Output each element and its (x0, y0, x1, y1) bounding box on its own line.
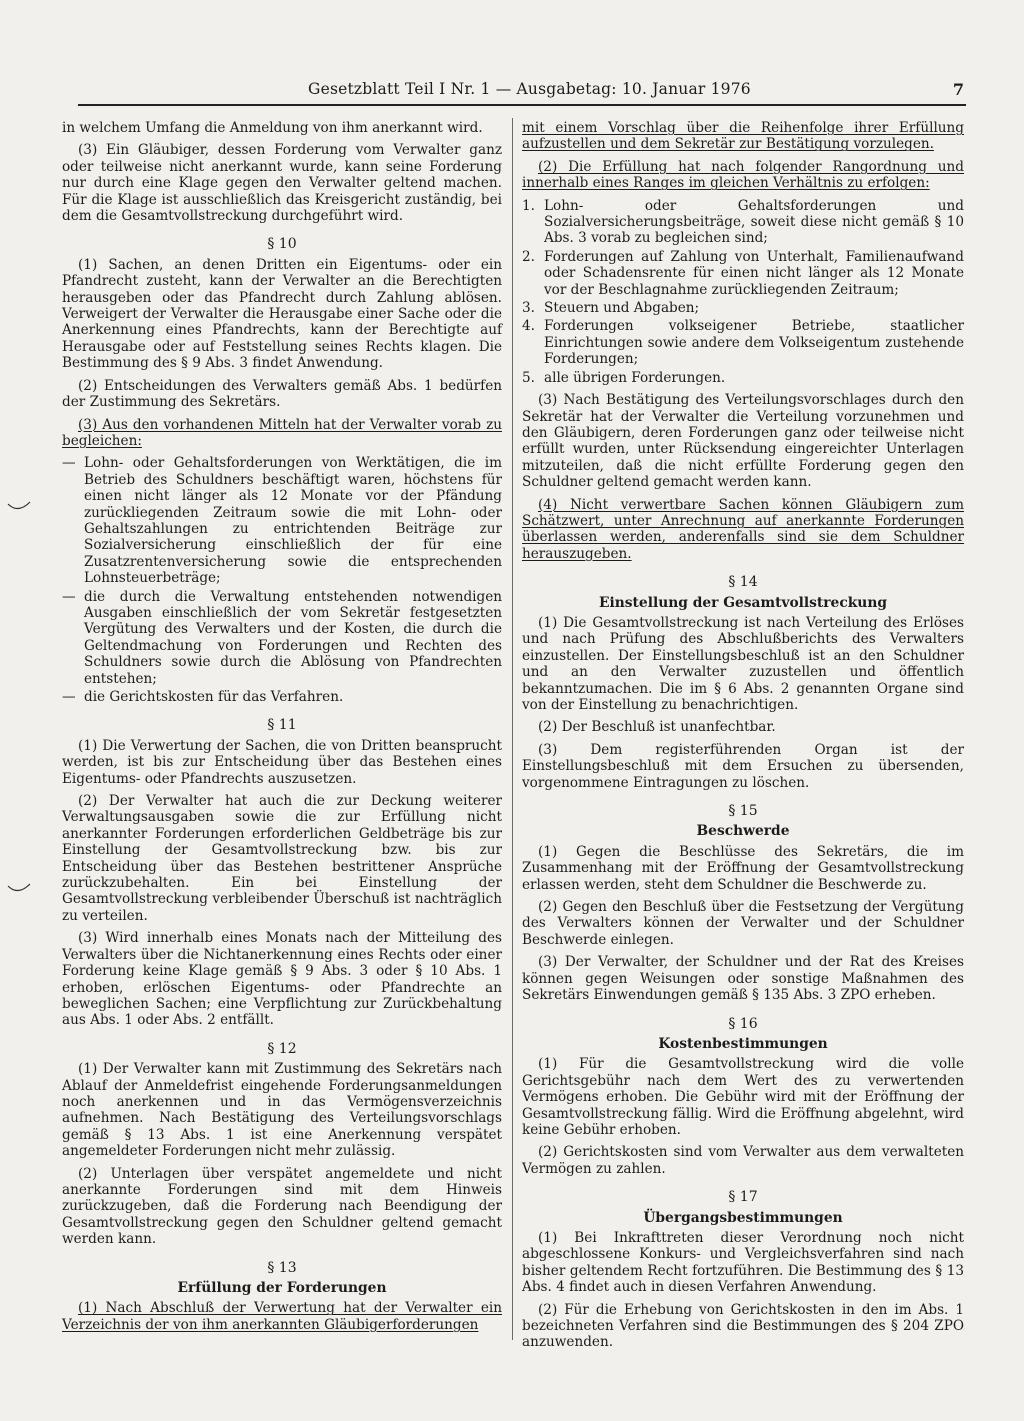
continued-paragraph: in welchem Umfang die Anmeldung von ihm anerkannt wird. (62, 120, 483, 136)
paragraph: (1) Für die Gesamtvollstreckung wird die volle Gerichtsgebühr nach dem Wert des zu verwertenden Vermögens erhoben. Die Gebühr wird mit der Eröffnung der Gesamtvollstreckung fällig. Wird die Eröffnung abgelehnt, wird keine Gebühr erhoben. (522, 1056, 964, 1138)
list-item: 1. Lohn- oder Gehaltsforderungen und Sozialversicherungsbeiträge, soweit diese nicht gemäß § 10 Abs. 3 vorab zu begleichen sind; (522, 197, 964, 247)
paragraph: (1) Bei Inkrafttreten dieser Verordnung noch nicht abgeschlossene Konkurs- und Vergleichsverfahren sind nach bisher geltendem Recht fortzuführen. Die Bestimmung des § 13 Abs. 4 findet auch in diesen Verfahren Anwendung. (522, 1229, 964, 1296)
paragraph-underlined: (1) Nach Abschluß der Verwertung hat der Verwalter ein Verzeichnis der von ihm anerkannten Gläubigerforderungen (62, 1300, 502, 1333)
right-column (522, 120, 964, 1351)
paragraph: (3) Wird innerhalb eines Monats nach der Mitteilung des Verwalters über die Nichtanerkennung eines Rechts oder einer Forderung keine Klage gemäß § 9 Abs. 3 oder § 10 Abs. 1 erhoben, erlöschen Eigentums- oder Pfandrechte an beweglichen Sachen; eine Verpflichtung zur Zurückbehaltung aus Abs. 1 oder Abs. 2 entfällt. (62, 930, 502, 1029)
section-heading: § 16 (728, 1015, 758, 1032)
list-item: — die durch die Verwaltung entstehenden notwendigen Ausgaben einschließlich der vom Sekretär festgesetzten Vergütung des Verwalters und der Kosten, die durch die Geltendmachung von Forderungen und Rechten des Schuldners sowie durch die Ablösung von Pfandrechten entstehen; (62, 588, 502, 687)
paragraph-underlined: (3) Aus den vorhandenen Mitteln hat der Verwalter vorab zu begleichen: (62, 416, 502, 449)
paragraph: (1) Sachen, an denen Dritten ein Eigentums- oder ein Pfandrecht zusteht, kann der Verwalter an die Berechtigten herausgeben oder das Pfandrecht durch Zahlung ablösen. Verweigert der Verwalter die Herausgabe einer Sache oder die Anerkennung eines Pfandrechts, kann der Berechtigte auf Herausgabe oder auf Feststellung seines Rechts klagen. Die Bestimmung des § 9 Abs. 3 findet Anwendung. (62, 256, 502, 372)
paragraph: (3) Der Verwalter, der Schuldner und der Rat des Kreises können gegen Weisungen oder sonstige Maßnahmen des Sekretärs Einwendungen gemäß § 135 Abs. 3 ZPO erheben. (522, 954, 964, 1004)
header-title: Gesetzblatt Teil I Nr. 1 — Ausgabetag: 10. Januar 1976 (308, 80, 751, 98)
paragraph: (2) Gegen den Beschluß über die Festsetzung der Vergütung des Verwalters können der Verwalter und der Schuldner Beschwerde einlegen. (522, 899, 964, 948)
ranking-list (522, 198, 964, 386)
section-title: Einstellung der Gesamtvollstreckung (599, 594, 887, 611)
paragraph: (2) Der Verwalter hat auch die zur Deckung weiterer Verwaltungsausgaben sowie die zur Erfüllung nicht anerkannter Forderungen erforderlichen Geldbeträge bis zur Einstellung der Gesamtvollstreckung bzw. bis zur Entscheidung über das Bestehen bestrittener Ansprüche zurückzubehalten. Ein bei Einstellung der Gesamtvollstreckung verbleibender Überschuß ist nachträglich zu verteilen. (62, 793, 502, 924)
paragraph: (3) Nach Bestätigung des Verteilungsvorschlages durch den Sekretär hat der Verwalter die Verteilung vorzunehmen und den Gläubigern, deren Forderungen ganz oder teilweise nicht erfüllt wurden, unter Rücksendung eingereichter Unterlagen mitzuteilen, daß die nicht erfüllte Forderung gegen den Schuldner geltend gemacht werden kann. (522, 392, 964, 491)
list-item: 2. Forderungen auf Zahlung von Unterhalt, Familienaufwand oder Schadensrente für einen nicht länger als 12 Monate vor der Beschlagnahme zurückliegenden Zeitraum; (522, 248, 964, 298)
list-item: 3. Steuern und Abgaben; (522, 300, 700, 317)
paragraph: (2) Gerichtskosten sind vom Verwalter aus dem verwalteten Vermögen zu zahlen. (522, 1144, 964, 1177)
list-item: — die Gerichtskosten für das Verfahren. (62, 689, 344, 705)
section-heading: § 12 (267, 1040, 297, 1057)
section-heading: § 10 (267, 236, 297, 253)
section-title: Erfüllung der Forderungen (177, 1280, 387, 1296)
section-heading: § 17 (728, 1189, 758, 1206)
continued-paragraph-underlined: mit einem Vorschlag über die Reihenfolge ihrer Erfüllung aufzustellen und dem Sekretär zur Bestätigung vorzulegen. (522, 120, 964, 153)
paragraph: (3) Dem registerführenden Organ ist der Einstellungsbeschluß mit dem Ersuchen zu übersenden, vorgenommene Eintragungen zu löschen. (522, 741, 964, 791)
left-column (62, 120, 502, 1340)
paragraph: (3) Ein Gläubiger, dessen Forderung vom Verwalter ganz oder teilweise nicht anerkannt wurde, kann seine Forderung nur durch eine Klage gegen den Verwalter geltend machen. Für die Klage ist ausschließlich das Kreisgericht zuständig, bei dem die Gesamtvollstreckung durchgeführt wird. (62, 142, 502, 225)
pencil-check-mark-icon (6, 498, 32, 516)
section-heading: § 13 (267, 1259, 297, 1276)
paragraph: (1) Die Gesamtvollstreckung ist nach Verteilung des Erlöses und nach Prüfung des Abschlußberichts des Verwalters einzustellen. Der Einstellungsbeschluß ist an den Schuldner und an den Verwalter zuzustellen und öffentlich bekanntzumachen. Die im § 6 Abs. 2 genannten Organe sind von der Einstellung zu benachrichtigen. (522, 614, 964, 713)
section-heading: § 14 (728, 574, 758, 591)
paragraph-underlined: (2) Die Erfüllung hat nach folgender Rangordnung und innerhalb eines Ranges im gleichen Verhältnis zu erfolgen: (522, 158, 964, 192)
page-header (78, 78, 966, 106)
section-title: Kostenbestimmungen (658, 1035, 828, 1052)
paragraph: (1) Die Verwertung der Sachen, die von Dritten beansprucht werden, ist bis zur Entscheidung über das Bestehen eines Eigentums- oder Pfandrechts auszusetzen. (62, 737, 502, 787)
list-item: — Lohn- oder Gehaltsforderungen von Werktätigen, die im Betrieb des Schuldners beschäftigt waren, höchstens für einen nicht länger als 12 Monate vor der Pfändung zurückliegenden Zeitraum sowie die mit Lohn- oder Gehaltszahlungen zu entrichtenden Beiträge zur Sozialversicherung einschließlich der für eine Zusatzrentenversicherung sowie die entsprechenden Lohnsteuerbeträge; (62, 455, 502, 587)
paragraph: (1) Gegen die Beschlüsse des Sekretärs, die im Zusammenhang mit der Eröffnung der Gesamtvollstreckung erlassen werden, steht dem Schuldner die Beschwerde zu. (522, 843, 964, 893)
list-item: 5. alle übrigen Forderungen. (522, 369, 726, 386)
column-divider (512, 118, 513, 1340)
paragraph: (2) Für die Erhebung von Gerichtskosten in den im Abs. 1 bezeichneten Verfahren sind die Bestimmungen des § 204 ZPO anzuwenden. (522, 1301, 964, 1351)
item-list (62, 455, 502, 705)
paragraph-underlined: (4) Nicht verwertbare Sachen können Gläubigern zum Schätzwert, unter Anrechnung auf anerkannte Forderungen überlassen werden, anderenfalls sind sie dem Schuldner herauszugeben. (522, 496, 964, 562)
section-title: Beschwerde (696, 823, 790, 840)
section-heading: § 11 (267, 717, 297, 734)
list-item: 4. Forderungen volkseigener Betriebe, staatlicher Einrichtungen sowie andere dem Volkseigentum zustehende Forderungen; (522, 318, 964, 368)
paragraph: (2) Entscheidungen des Verwalters gemäß Abs. 1 bedürfen der Zustimmung des Sekretärs. (62, 377, 502, 411)
page-number: 7 (952, 80, 964, 99)
paragraph: (2) Der Beschluß ist unanfechtbar. (538, 719, 776, 736)
section-heading: § 15 (728, 803, 758, 820)
section-title: Übergangsbestimmungen (643, 1209, 843, 1226)
pencil-check-mark-icon (6, 880, 32, 898)
paragraph: (2) Unterlagen über verspätet angemeldete und nicht anerkannte Forderungen sind mit dem Hinweis zurückzugeben, daß die Forderung nach Beendigung der Gesamtvollstreckung gegen den Schuldner geltend gemacht werden kann. (62, 1165, 502, 1248)
paragraph: (1) Der Verwalter kann mit Zustimmung des Sekretärs nach Ablauf der Anmeldefrist eingehende Forderungsanmeldungen noch anerkennen und in das Vermögensverzeichnis aufnehmen. Nach Bestätigung des Verteilungsvorschlags gemäß § 13 Abs. 1 ist eine Anerkennung verspätet angemeldeter Forderungen nicht mehr zulässig. (62, 1061, 502, 1160)
